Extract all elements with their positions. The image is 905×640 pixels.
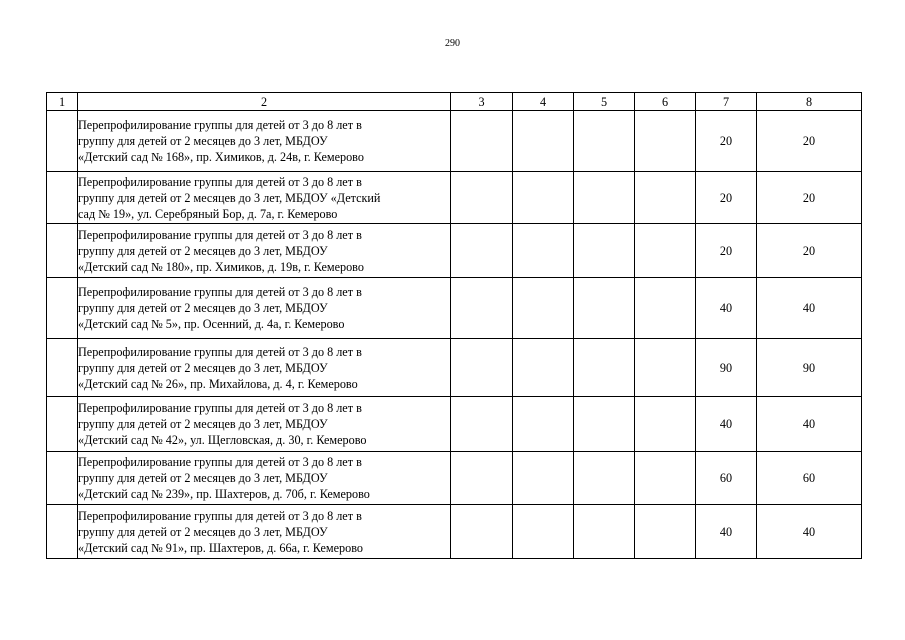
cell-col6 <box>635 505 696 559</box>
cell-col7: 20 <box>696 224 757 278</box>
cell-col8: 20 <box>757 111 862 172</box>
row-description: Перепрофилирование группы для детей от 3 до 8 лет в группу для детей от 2 месяцев до 3 лет, МБДОУ «Детский сад № 239», пр. Шахтеров, д. 70б, г. Кемерово <box>78 452 451 505</box>
cell-col8: 20 <box>757 172 862 224</box>
cell-col1 <box>47 111 78 172</box>
row-description: Перепрофилирование группы для детей от 3 до 8 лет в группу для детей от 2 месяцев до 3 лет, МБДОУ «Детский сад № 5», пр. Осенний, д. 4а, г. Кемерово <box>78 278 451 339</box>
cell-col1 <box>47 505 78 559</box>
cell-col1 <box>47 224 78 278</box>
cell-col6 <box>635 397 696 452</box>
cell-col4 <box>513 397 574 452</box>
cell-col5 <box>574 452 635 505</box>
cell-col5 <box>574 172 635 224</box>
cell-col4 <box>513 452 574 505</box>
cell-col8: 40 <box>757 397 862 452</box>
cell-col3 <box>451 278 513 339</box>
table-row <box>47 111 862 172</box>
cell-col6 <box>635 278 696 339</box>
column-header-1: 1 <box>47 93 78 111</box>
cell-col8: 90 <box>757 339 862 397</box>
cell-col5 <box>574 278 635 339</box>
cell-col5 <box>574 111 635 172</box>
cell-col7: 40 <box>696 397 757 452</box>
cell-col3 <box>451 111 513 172</box>
cell-col3 <box>451 452 513 505</box>
cell-col3 <box>451 224 513 278</box>
cell-col8: 60 <box>757 452 862 505</box>
program-table <box>46 92 862 559</box>
cell-col6 <box>635 172 696 224</box>
cell-col1 <box>47 452 78 505</box>
cell-col3 <box>451 397 513 452</box>
table-row <box>47 505 862 559</box>
cell-col5 <box>574 339 635 397</box>
cell-col4 <box>513 278 574 339</box>
row-description: Перепрофилирование группы для детей от 3 до 8 лет в группу для детей от 2 месяцев до 3 лет, МБДОУ «Детский сад № 19», ул. Серебряный Бор, д. 7а, г. Кемерово <box>78 172 451 224</box>
cell-col7: 20 <box>696 172 757 224</box>
page-number: 290 <box>445 38 460 49</box>
cell-col8: 40 <box>757 505 862 559</box>
cell-col5 <box>574 224 635 278</box>
column-header-2: 2 <box>78 93 451 111</box>
cell-col7: 60 <box>696 452 757 505</box>
table-row <box>47 397 862 452</box>
cell-col1 <box>47 397 78 452</box>
table-row <box>47 452 862 505</box>
cell-col3 <box>451 172 513 224</box>
table-row <box>47 339 862 397</box>
cell-col5 <box>574 397 635 452</box>
cell-col7: 90 <box>696 339 757 397</box>
cell-col4 <box>513 505 574 559</box>
cell-col6 <box>635 224 696 278</box>
cell-col4 <box>513 172 574 224</box>
cell-col4 <box>513 111 574 172</box>
column-number-row <box>47 93 862 111</box>
cell-col4 <box>513 224 574 278</box>
row-description: Перепрофилирование группы для детей от 3 до 8 лет в группу для детей от 2 месяцев до 3 лет, МБДОУ «Детский сад № 180», пр. Химиков, д. 19в, г. Кемерово <box>78 224 451 278</box>
table-row <box>47 224 862 278</box>
table-row <box>47 172 862 224</box>
cell-col7: 40 <box>696 278 757 339</box>
cell-col1 <box>47 172 78 224</box>
cell-col6 <box>635 339 696 397</box>
cell-col7: 40 <box>696 505 757 559</box>
column-header-4: 4 <box>513 93 574 111</box>
row-description: Перепрофилирование группы для детей от 3 до 8 лет в группу для детей от 2 месяцев до 3 лет, МБДОУ «Детский сад № 42», ул. Щегловская, д. 30, г. Кемерово <box>78 397 451 452</box>
column-header-7: 7 <box>696 93 757 111</box>
cell-col8: 20 <box>757 224 862 278</box>
cell-col5 <box>574 505 635 559</box>
table-row <box>47 278 862 339</box>
cell-col4 <box>513 339 574 397</box>
cell-col6 <box>635 452 696 505</box>
column-header-5: 5 <box>574 93 635 111</box>
cell-col3 <box>451 339 513 397</box>
cell-col1 <box>47 339 78 397</box>
cell-col6 <box>635 111 696 172</box>
cell-col8: 40 <box>757 278 862 339</box>
column-header-6: 6 <box>635 93 696 111</box>
column-header-3: 3 <box>451 93 513 111</box>
cell-col7: 20 <box>696 111 757 172</box>
cell-col1 <box>47 278 78 339</box>
row-description: Перепрофилирование группы для детей от 3 до 8 лет в группу для детей от 2 месяцев до 3 лет, МБДОУ «Детский сад № 91», пр. Шахтеров, д. 66а, г. Кемерово <box>78 505 451 559</box>
cell-col3 <box>451 505 513 559</box>
column-header-8: 8 <box>757 93 862 111</box>
row-description: Перепрофилирование группы для детей от 3 до 8 лет в группу для детей от 2 месяцев до 3 лет, МБДОУ «Детский сад № 26», пр. Михайлова, д. 4, г. Кемерово <box>78 339 451 397</box>
row-description: Перепрофилирование группы для детей от 3 до 8 лет в группу для детей от 2 месяцев до 3 лет, МБДОУ «Детский сад № 168», пр. Химиков, д. 24в, г. Кемерово <box>78 111 451 172</box>
